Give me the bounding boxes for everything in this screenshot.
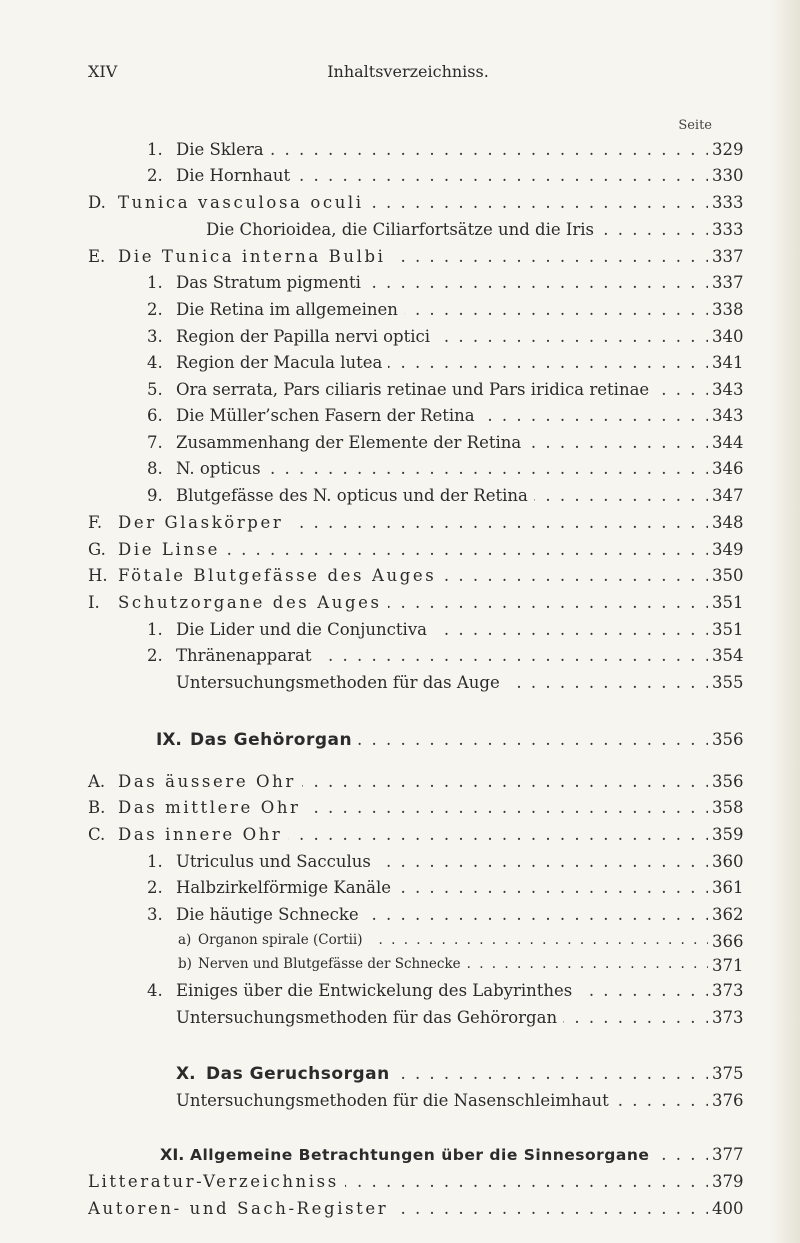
entry-title: Litteratur-Verzeichniss . . . (88, 1172, 712, 1191)
entry-number: D. (88, 193, 106, 212)
entry-page: 348 (708, 513, 764, 532)
entry-page: 333 (708, 220, 764, 239)
entry-page: 362 (708, 905, 764, 924)
toc-entry (0, 300, 800, 326)
entry-page: 333 (708, 193, 764, 212)
entry-title: Die Hornhaut . . . (176, 166, 712, 185)
entry-title: Autoren- und Sach-Register . . . (88, 1199, 712, 1218)
entry-title: Blutgefässe des N. opticus und der Retina . . . (176, 486, 712, 505)
entry-number: 5. (147, 380, 163, 399)
entry-title: Region der Macula lutea . . . (176, 353, 712, 372)
entry-number: 3. (147, 905, 163, 924)
toc-entry (0, 1172, 800, 1198)
entry-page: 344 (708, 433, 764, 452)
entry-title: Das äussere Ohr . . . (118, 772, 712, 791)
entry-number: a) (178, 932, 192, 948)
entry-page: 347 (708, 486, 764, 505)
entry-number: b) (178, 956, 192, 972)
toc-entry (0, 433, 800, 459)
entry-number: 4. (147, 353, 163, 372)
entry-title: Die Retina im allgemeinen . . . (176, 300, 712, 319)
entry-page: 343 (708, 406, 764, 425)
toc-subentry (0, 932, 800, 958)
entry-number: G. (88, 540, 106, 559)
entry-page: 354 (708, 646, 764, 665)
toc-entry (0, 1091, 800, 1117)
entry-page: 356 (708, 730, 764, 749)
entry-page: 329 (708, 140, 764, 159)
toc-entry (0, 905, 800, 931)
entry-number: 1. (147, 273, 163, 292)
entry-page: 377 (708, 1145, 764, 1164)
toc-entry (0, 459, 800, 485)
entry-number: 1. (147, 620, 163, 639)
entry-title: Schutzorgane des Auges . . . (118, 593, 712, 612)
entry-title: Die Lider und die Conjunctiva . . . (176, 620, 712, 639)
entry-page: 338 (708, 300, 764, 319)
toc-entry (0, 140, 800, 166)
entry-number: A. (88, 772, 106, 791)
entry-title: Der Glaskörper . . . (118, 513, 712, 532)
entry-page: 359 (708, 825, 764, 844)
toc-entry (0, 273, 800, 299)
toc-entry (0, 981, 800, 1007)
entry-page: 360 (708, 852, 764, 871)
toc-entry (0, 772, 800, 798)
entry-page: 358 (708, 798, 764, 817)
entry-title: Organon spirale (Cortii) . . . (198, 932, 712, 948)
entry-number: IX. (156, 730, 182, 750)
entry-title: Untersuchungsmethoden für die Nasenschleimhaut . . . (176, 1091, 712, 1110)
entry-number: 2. (147, 300, 163, 319)
entry-title: N. opticus . . . (176, 459, 712, 478)
toc-entry (0, 646, 800, 672)
entry-page: 355 (708, 673, 764, 692)
entry-number: 2. (147, 166, 163, 185)
entry-page: 373 (708, 981, 764, 1000)
entry-page: 349 (708, 540, 764, 559)
entry-title: Allgemeine Betrachtungen über die Sinnesorgane . . . (190, 1145, 712, 1164)
page-column-label: Seite (678, 118, 712, 133)
entry-page: 366 (708, 932, 764, 951)
entry-page: 379 (708, 1172, 764, 1191)
entry-title: Zusammenhang der Elemente der Retina . . . (176, 433, 712, 452)
entry-title: Utriculus und Sacculus . . . (176, 852, 712, 871)
toc-entry (0, 486, 800, 512)
entry-number: 8. (147, 459, 163, 478)
entry-number: B. (88, 798, 106, 817)
entry-title: Fötale Blutgefässe des Auges . . . (118, 566, 712, 585)
toc-subentry (0, 956, 800, 982)
toc-entry (0, 1008, 800, 1034)
entry-number: I. (88, 593, 100, 612)
toc-entry (0, 620, 800, 646)
page-edge-shadow (770, 0, 800, 1243)
entry-number: 9. (147, 486, 163, 505)
entry-number: 3. (147, 327, 163, 346)
entry-title: Das innere Ohr . . . (118, 825, 712, 844)
entry-number: 1. (147, 140, 163, 159)
toc-entry (0, 327, 800, 353)
toc-entry (0, 673, 800, 699)
running-title: Inhaltsverzeichniss. (327, 62, 489, 81)
entry-number: H. (88, 566, 108, 585)
entry-page: 361 (708, 878, 764, 897)
entry-number: 2. (147, 878, 163, 897)
toc-entry (0, 878, 800, 904)
entry-page: 346 (708, 459, 764, 478)
entry-title: Die Chorioidea, die Ciliarfortsätze und die Iris . . . (206, 220, 712, 239)
toc-entry (0, 513, 800, 539)
toc-entry (0, 1199, 800, 1225)
toc-entry (0, 566, 800, 592)
toc-entry (0, 852, 800, 878)
entry-page: 371 (708, 956, 764, 975)
entry-page: 373 (708, 1008, 764, 1027)
entry-number: C. (88, 825, 106, 844)
entry-title: Untersuchungsmethoden für das Gehörorgan . . . (176, 1008, 712, 1027)
entry-title: Tunica vasculosa oculi . . . (118, 193, 712, 212)
entry-title: Ora serrata, Pars ciliaris retinae und Pars iridica retinae . . . (176, 380, 712, 399)
entry-number: 6. (147, 406, 163, 425)
toc-entry (0, 380, 800, 406)
toc-entry (0, 798, 800, 824)
entry-number: E. (88, 247, 106, 266)
toc-section-heading (0, 730, 800, 756)
entry-title: Das Stratum pigmenti . . . (176, 273, 712, 292)
toc-section-heading (0, 1145, 800, 1171)
entry-title: Nerven und Blutgefässe der Schnecke . . . (198, 956, 712, 972)
entry-title: Region der Papilla nervi optici . . . (176, 327, 712, 346)
entry-title: Das Geruchsorgan . . . (206, 1064, 712, 1084)
toc-entry (0, 540, 800, 566)
entry-title: Einiges über die Entwickelung des Labyrinthes . . . (176, 981, 712, 1000)
entry-title: Das mittlere Ohr . . . (118, 798, 712, 817)
entry-page: 350 (708, 566, 764, 585)
entry-page: 376 (708, 1091, 764, 1110)
entry-title: Die Tunica interna Bulbi . . . (118, 247, 712, 266)
entry-title: Die Linse . . . (118, 540, 712, 559)
toc-entry (0, 220, 800, 246)
entry-title: Halbzirkelförmige Kanäle . . . (176, 878, 712, 897)
entry-title: Die häutige Schnecke . . . (176, 905, 712, 924)
toc-entry (0, 593, 800, 619)
entry-number: 4. (147, 981, 163, 1000)
entry-number: XI. (160, 1145, 185, 1164)
entry-number: 1. (147, 852, 163, 871)
page-header (88, 62, 728, 86)
entry-page: 351 (708, 620, 764, 639)
toc-entry (0, 353, 800, 379)
entry-title: Untersuchungsmethoden für das Auge . . . (176, 673, 712, 692)
page-number: XIV (88, 62, 118, 81)
entry-page: 343 (708, 380, 764, 399)
entry-number: 2. (147, 646, 163, 665)
toc-entry (0, 193, 800, 219)
toc-entry (0, 825, 800, 851)
entry-number: F. (88, 513, 103, 532)
entry-title: Thränenapparat . . . (176, 646, 712, 665)
entry-page: 375 (708, 1064, 764, 1083)
entry-number: 7. (147, 433, 163, 452)
entry-page: 400 (708, 1199, 764, 1218)
entry-page: 341 (708, 353, 764, 372)
entry-number: X. (176, 1064, 196, 1084)
entry-page: 337 (708, 273, 764, 292)
entry-page: 356 (708, 772, 764, 791)
entry-page: 330 (708, 166, 764, 185)
entry-title: Die Müller’schen Fasern der Retina . . . (176, 406, 712, 425)
entry-page: 340 (708, 327, 764, 346)
entry-title: Die Sklera . . . (176, 140, 712, 159)
toc-entry (0, 247, 800, 273)
toc-section-heading (0, 1064, 800, 1090)
entry-page: 351 (708, 593, 764, 612)
toc-entry (0, 406, 800, 432)
entry-page: 337 (708, 247, 764, 266)
toc-entry (0, 166, 800, 192)
entry-title: Das Gehörorgan . . . (190, 730, 712, 750)
